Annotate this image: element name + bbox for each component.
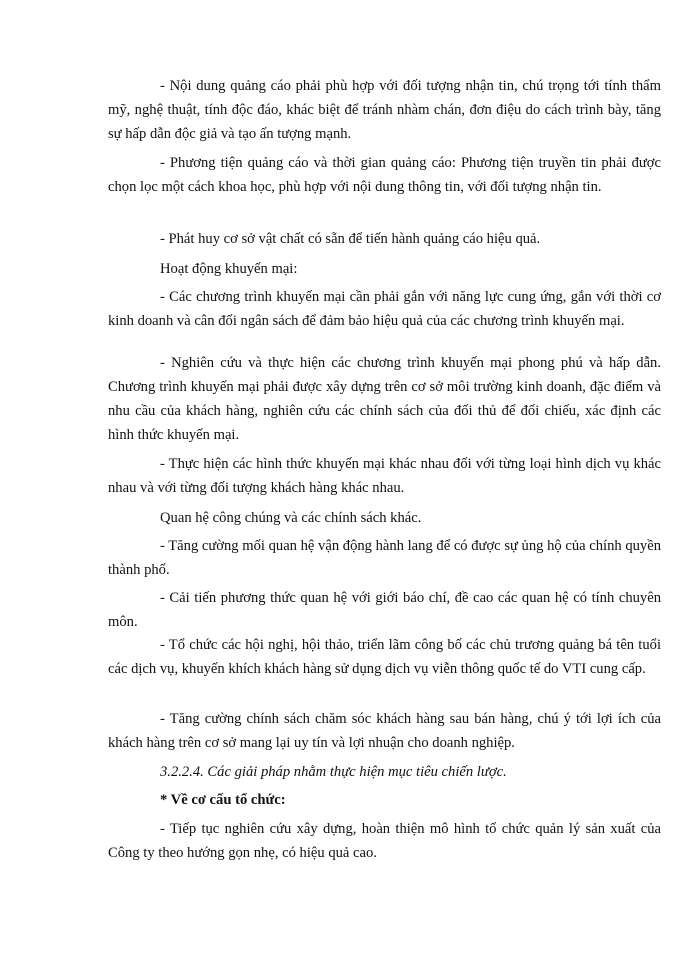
paragraph-lobbying: - Tăng cường mối quan hệ vận động hành lang để có được sự ủng hộ của chính quyền thành phố. xyxy=(108,538,661,578)
paragraph-public-relations-heading: Quan hệ công chúng và các chính sách khác. xyxy=(160,510,422,526)
paragraph-press-relations: - Cải tiến phương thức quan hệ với giới báo chí, đề cao các quan hệ có tính chuyên môn. xyxy=(108,590,661,630)
paragraph-ad-content: - Nội dung quảng cáo phải phù hợp với đối tượng nhận tin, chú trọng tới tính thẩm mỹ, nghệ thuật, tính độc đáo, khác biệt để tránh nhàm chán, đơn điệu do cách trình bày, tăng sự hấp dẫn độc giả và tạo ấn tượng mạnh. xyxy=(108,78,661,142)
paragraph-promotion-forms: - Thực hiện các hình thức khuyến mại khác nhau đối với từng loại hình dịch vụ khác nhau và với từng đối tượng khách hàng khác nhau. xyxy=(108,456,661,496)
paragraph-facilities: - Phát huy cơ sở vật chất có sẵn để tiến hành quảng cáo hiệu quả. xyxy=(160,231,541,247)
paragraph-promotion-heading: Hoạt động khuyến mại: xyxy=(160,261,298,277)
section-heading: 3.2.2.4. Các giải pháp nhằm thực hiện mục tiêu chiến lược. xyxy=(160,764,507,780)
paragraph-ad-media: - Phương tiện quảng cáo và thời gian quảng cáo: Phương tiện truyền tin phải được chọn lọc một cách khoa học, phù hợp với nội dung thông tin, với đối tượng nhận tin. xyxy=(108,155,661,195)
paragraph-organization-model: - Tiếp tục nghiên cứu xây dựng, hoàn thiện mô hình tổ chức quản lý sản xuất của Công ty theo hướng gọn nhẹ, có hiệu quả cao. xyxy=(108,821,661,861)
paragraph-conferences: - Tổ chức các hội nghị, hội thảo, triển lãm công bố các chủ trương quảng bá tên tuổi các dịch vụ, khuyến khích khách hàng sử dụng dịch vụ viễn thông quốc tế do VTI cung cấp. xyxy=(108,637,661,677)
paragraph-promotion-capacity: - Các chương trình khuyến mại cần phải gắn với năng lực cung ứng, gắn với thời cơ kinh doanh và cân đối ngân sách để đảm bảo hiệu quả của các chương trình khuyến mại. xyxy=(108,289,661,329)
paragraph-promotion-research: - Nghiên cứu và thực hiện các chương trình khuyến mại phong phú và hấp dẫn. Chương trình khuyến mại phải được xây dựng trên cơ sở môi trường kinh doanh, đặc điểm và nhu cầu của khách hàng, nghiên cứu các chính sách của đối thủ để đối chiếu, xác định các hình thức khuyến mại. xyxy=(108,355,661,443)
paragraph-customer-care: - Tăng cường chính sách chăm sóc khách hàng sau bán hàng, chú ý tới lợi ích của khách hàng trên cơ sở mang lại uy tín và lợi nhuận cho doanh nghiệp. xyxy=(108,711,661,751)
subheading-organization: * Về cơ cấu tổ chức: xyxy=(160,792,286,808)
